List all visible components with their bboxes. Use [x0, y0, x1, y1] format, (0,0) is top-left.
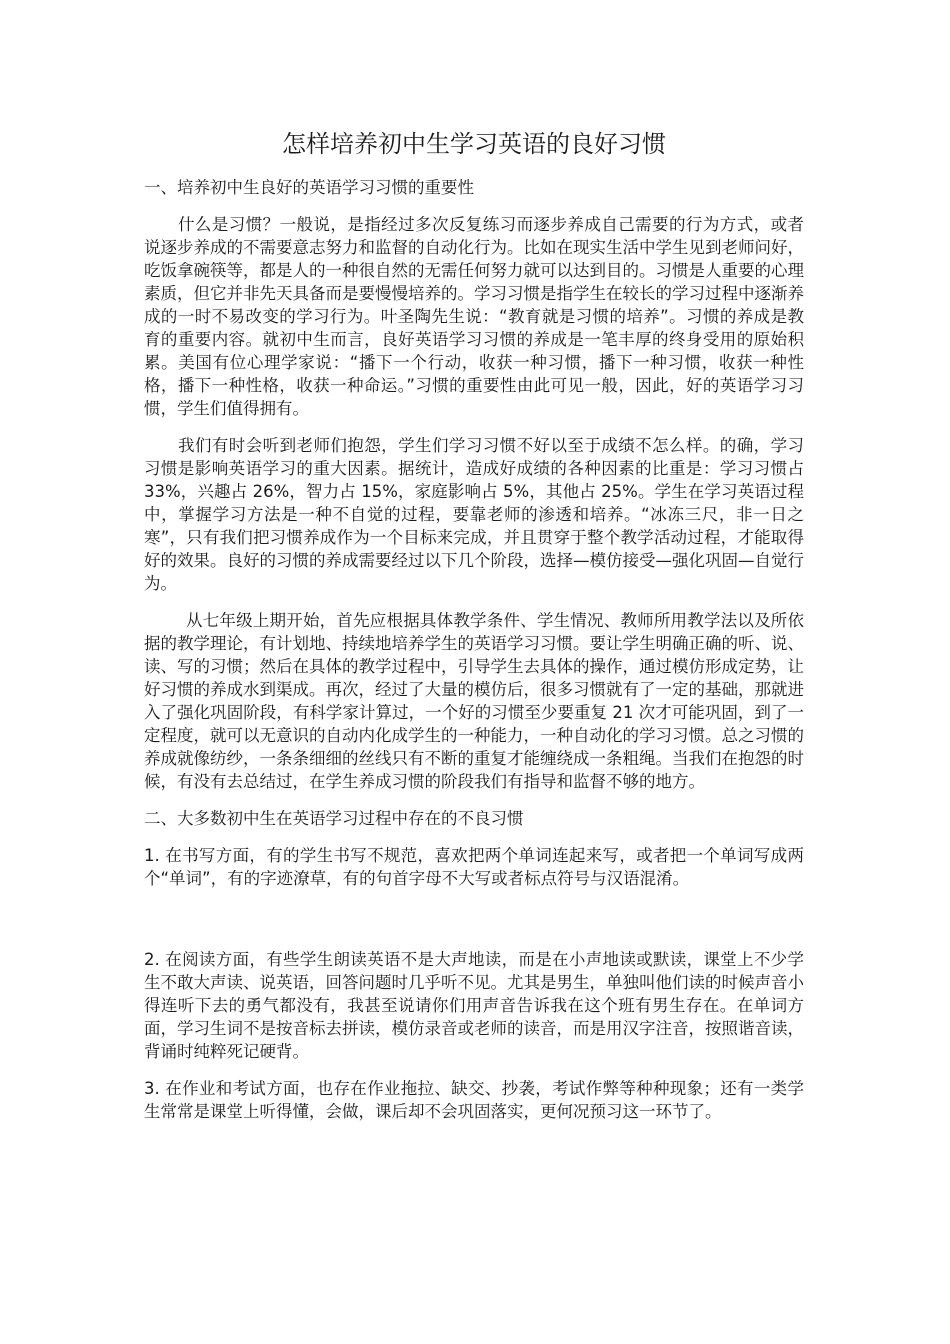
document-page: [144, 124, 804, 1137]
list-item: 2. 在阅读方面，有些学生朗读英语不是大声地读，而是在小声地读或默读，课堂上不少学生不敢大声读、说英语，回答问题时几乎听不见。尤其是男生，单独叫他们读的时候声音小得连听下去的勇气都没有，我甚至说请你们用声音告诉我在这个班有男生存在。在单词方面，学习生词不是按音标去拼读，模仿录音或老师的读音，而是用汉字注音，按照谐音读，背诵时纯粹死记硬背。: [144, 950, 804, 1061]
section-heading-1: 一、培养初中生良好的英语学习习惯的重要性: [144, 178, 474, 197]
paragraph: 从七年级上期开始，首先应根据具体教学条件、学生情况、教师所用教学法以及所依据的教学理论，有计划地、持续地培养学生的英语学习习惯。要让学生明确正确的听、说、读、写的习惯；然后在具体的教学过程中，引导学生去具体的操作，通过模仿形成定势，让好习惯的养成水到渠成。再次，经过了大量的模仿后，很多习惯就有了一定的基础，那就进入了强化巩固阶段，有科学家计算过，一个好的习惯至少要重复 21 次才可能巩固，到了一定程度，就可以无意识的自动内化成学生的一种能力，一种自动化的学习习惯。总之习惯的养成就像纺纱，一条条细细的丝线只有不断的重复才能缠绕成一条粗绳。当我们在抱怨的时候，有没有去总结过，在学生养成习惯的阶段我们有指导和监督不够的地方。: [144, 611, 804, 791]
list-item: 1. 在书写方面，有的学生书写不规范，喜欢把两个单词连起来写，或者把一个单词写成两个“单词”，有的字迹潦草，有的句首字母不大写或者标点符号与汉语混淆。: [144, 846, 804, 888]
paragraph: 我们有时会听到老师们抱怨，学生们学习习惯不好以至于成绩不怎么样。的确，学习习惯是影响英语学习的重大因素。据统计，造成好成绩的各种因素的比重是：学习习惯占 33%，兴趣占 26%，智力占 15%，家庭影响占 5%，其他占 25%。学生在学习英语过程中，掌握学习方法是一种不自觉的过程，要靠老师的渗透和培养。“冰冻三尺，非一日之寒”，只有我们把习惯养成作为一个目标来完成，并且贯穿于整个教学活动过程，才能取得好的效果。良好的习惯的养成需要经过以下几个阶段，选择—模仿接受—强化巩固—自觉行为。: [144, 436, 804, 593]
document-title: 怎样培养初中生学习英语的良好习惯: [282, 130, 666, 158]
section-heading-2: 二、大多数初中生在英语学习过程中存在的不良习惯: [144, 809, 524, 828]
list-item: 3. 在作业和考试方面，也存在作业拖拉、缺交、抄袭，考试作弊等种种现象；还有一类学生常常是课堂上听得懂，会做，课后却不会巩固落实，更何况预习这一环节了。: [144, 1079, 804, 1121]
paragraph: 什么是习惯？一般说，是指经过多次反复练习而逐步养成自己需要的行为方式，或者说逐步养成的不需要意志努力和监督的自动化行为。比如在现实生活中学生见到老师问好，吃饭拿碗筷等，都是人的一种很自然的无需任何努力就可以达到目的。习惯是人重要的心理素质，但它并非先天具备而是要慢慢培养的。学习习惯是指学生在较长的学习过程中逐渐养成的一时不易改变的学习行为。叶圣陶先生说：“教育就是习惯的培养”。习惯的养成是教育的重要内容。就初中生而言，良好英语学习习惯的养成是一笔丰厚的终身受用的原始积累。美国有位心理学家说：“播下一个行动，收获一种习惯，播下一种习惯，收获一种性格，播下一种性格，收获一种命运。”习惯的重要性由此可见一般，因此，好的英语学习习惯，学生们值得拥有。: [144, 215, 804, 418]
